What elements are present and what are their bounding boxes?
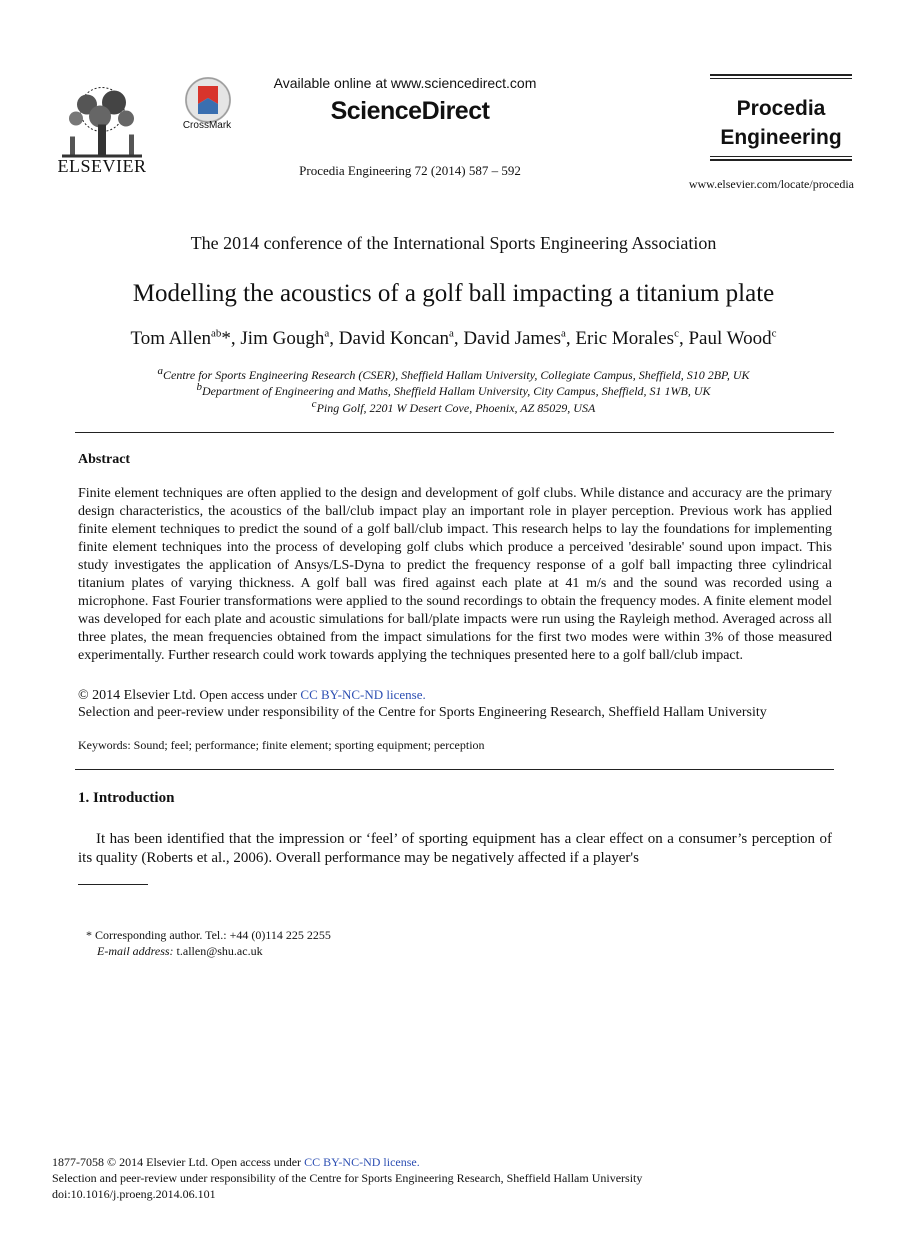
abstract-text: Finite element techniques are often applied to the design and development of golf clubs. While distance and accuracy are the primary design characteristics, the acoustics of the ball/club impact play an important role in player perception. Previous work has applied finite element techniques to predict the sound of a golf ball/club impact. This research helps to lay the foundations for implementing finite element techniques into the process of developing golf clubs which produce a perceived 'desirable' sound upon impact. This study investigates the application of Ansys/LS-Dyna to predict the frequency response of a golf ball impacting three cylindrical titanium plates of varying thickness. A golf ball was fired against each plate at 41 m/s and the sound was recorded using a microphone. Fast Fourier transformations were applied to the sound recordings to obtain the frequency modes. A finite element model was developed for each plate and acoustic simulations for ball/plate impacts were run using the Rayleigh method. Averaged across all three plates, the mean frequencies obtained from the impact simulations for the first two modes were within 3% of those measured experimentally. Further research could work towards applying the techniques presented here to a golf ball/club impact. <box>78 486 832 663</box>
email-label: E-mail address: <box>97 944 174 958</box>
journal-name <box>705 94 857 152</box>
elsevier-wordmark: ELSEVIER <box>57 156 147 176</box>
header-rule <box>710 159 852 161</box>
author-name: Paul Wood <box>688 328 772 349</box>
author-separator: , <box>329 328 339 349</box>
author-name: Jim Gough <box>240 328 325 349</box>
footnote-rule <box>78 884 148 885</box>
footer-peer-review: Selection and peer-review under responsibility of the Centre for Sports Engineering Research, Sheffield Hallam University <box>52 1171 643 1185</box>
introduction-text: It has been identified that the impression or ‘feel’ of sporting equipment has a clear effect on a consumer’s perception of its quality (Roberts et al., 2006). Overall performance may be negatively affected if a player's <box>78 831 832 866</box>
affiliation-mark: b <box>196 381 202 393</box>
footer-doi[interactable]: doi:10.1016/j.proeng.2014.06.101 <box>52 1187 216 1201</box>
peer-review-statement: Selection and peer-review under responsibility of the Centre for Sports Engineering Research, Sheffield Hallam University <box>78 705 767 720</box>
journal-reference: Procedia Engineering 72 (2014) 587 – 592 <box>299 163 521 178</box>
section-divider <box>75 769 834 770</box>
journal-url-link[interactable]: www.elsevier.com/locate/procedia <box>688 177 854 191</box>
abstract-heading: Abstract <box>78 452 131 467</box>
author-name: Eric Morales <box>575 328 675 349</box>
copyright-text: © 2014 Elsevier Ltd. <box>78 688 196 703</box>
author-separator: *, <box>221 328 241 349</box>
sciencedirect-logo: ScienceDirect <box>330 97 490 125</box>
header-rule <box>710 78 852 79</box>
author-affil-mark: a <box>561 327 566 340</box>
available-online-text: Available online at www.sciencedirect.com <box>273 75 537 91</box>
author-affil-mark: a <box>449 327 454 340</box>
author-name: David Koncan <box>338 328 450 349</box>
header-rule <box>710 156 852 157</box>
footer-license-link[interactable]: CC BY-NC-ND license. <box>304 1155 420 1169</box>
affiliation-text: Department of Engineering and Maths, Sheffield Hallam University, City Campus, Sheffield, S1 1WB, UK <box>201 384 711 398</box>
author-separator: , <box>678 328 689 349</box>
affiliation-c <box>40 398 867 416</box>
author-affil-mark: ab <box>211 327 222 340</box>
author-separator: , <box>453 328 464 349</box>
header-rule <box>710 74 852 76</box>
crossmark-label: CrossMark <box>182 120 232 131</box>
affiliation-mark: c <box>311 398 317 410</box>
affiliation-text: Centre for Sports Engineering Research (CSER), Sheffield Hallam University, Collegiate Campus, Sheffield, S10 2BP, UK <box>163 368 750 382</box>
author-affil-mark: c <box>674 327 679 340</box>
keywords: Keywords: Sound; feel; performance; finite element; sporting equipment; perception <box>78 738 485 752</box>
section-heading: 1. Introduction <box>78 790 175 806</box>
author-list <box>40 328 867 350</box>
conference-title: The 2014 conference of the International Sports Engineering Association <box>190 233 717 253</box>
footer-issn-text: 1877-7058 © 2014 Elsevier Ltd. Open access under <box>52 1155 302 1169</box>
footer-issn <box>52 1155 420 1170</box>
affiliation-b <box>40 381 867 399</box>
section-divider <box>75 432 834 433</box>
copyright-line <box>78 687 838 704</box>
author-affil-mark: c <box>771 327 777 340</box>
corresponding-author-note: * Corresponding author. Tel.: +44 (0)114 225 2255 <box>86 928 331 942</box>
author-name: Tom Allen <box>130 328 212 349</box>
email-note <box>97 944 263 959</box>
affiliation-text: Ping Golf, 2201 W Desert Cove, Phoenix, AZ 85029, USA <box>316 401 596 415</box>
author-separator: , <box>565 328 576 349</box>
affiliation-mark: a <box>157 365 163 377</box>
paper-title: Modelling the acoustics of a golf ball impacting a titanium plate <box>132 280 775 307</box>
license-link[interactable]: CC BY-NC-ND license. <box>300 687 426 702</box>
crossmark-icon[interactable] <box>184 76 232 124</box>
affiliation-a <box>40 365 867 383</box>
open-access-text: Open access under <box>199 687 297 702</box>
journal-name-line: Engineering <box>720 126 842 149</box>
author-name: David James <box>463 328 562 349</box>
email-address[interactable]: t.allen@shu.ac.uk <box>176 944 263 958</box>
journal-name-line: Procedia <box>736 97 826 120</box>
author-affil-mark: a <box>324 327 330 340</box>
